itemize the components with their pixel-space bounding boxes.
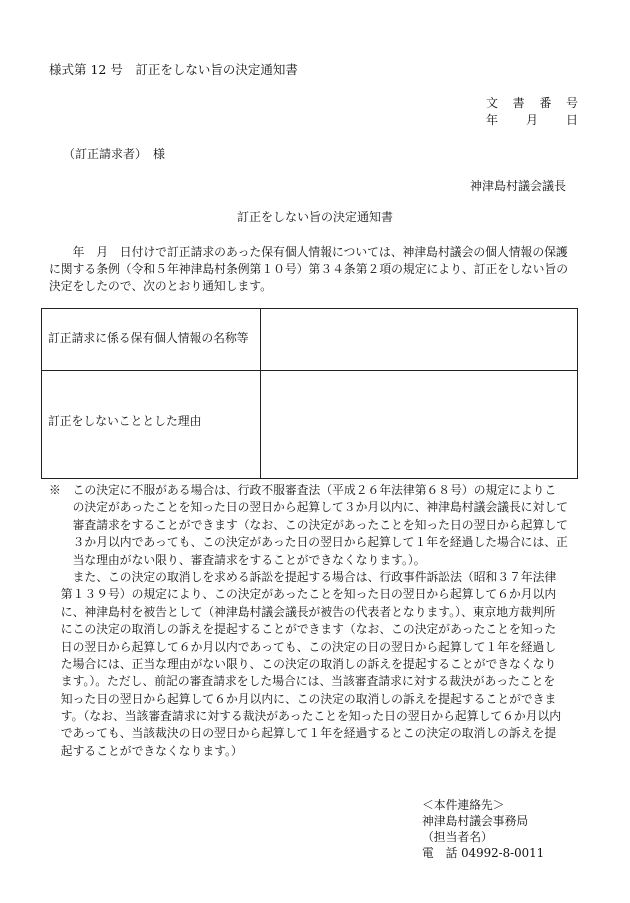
- table-label-reason: 訂正をしないこととした理由: [48, 414, 202, 428]
- notes-line: 知った日の翌日から起算して６か月以内に、この決定の取消しの訴えを提起することができま: [49, 691, 557, 706]
- contact-office: 神津島村議会事務局: [422, 814, 529, 828]
- date-month: 月: [525, 113, 538, 127]
- table-column-divider: [260, 309, 261, 478]
- appeal-notes: [49, 482, 589, 760]
- date-year: 年: [486, 113, 499, 127]
- contact-heading: ＜本件連絡先＞: [422, 798, 505, 812]
- notes-line: また、この決定の取消しを求める訴訟を提起する場合は、行政事件訴訟法（昭和３７年法律: [49, 569, 557, 584]
- doc-number-char: 文: [486, 96, 499, 110]
- contact-phone: 電 話 04992-8-0011: [422, 846, 545, 860]
- info-table: [41, 308, 578, 479]
- notes-line: ※ この決定に不服がある場合は、行政不服審査法（平成２６年法律第６８号）の規定によりこ: [49, 483, 557, 497]
- doc-number-char: 号: [565, 96, 578, 110]
- notes-line: 当な理由がない限り、審査請求をすることができなくなります。）。: [49, 552, 426, 567]
- document-number-date-block: [486, 97, 578, 131]
- notes-line: ３か月以内であっても、この決定があった日の翌日から起算して１年を経過した場合には、正: [49, 535, 568, 550]
- date-day: 日: [565, 113, 578, 127]
- form-number: 様式第 12 号 訂正をしない旨の決定通知書: [49, 62, 298, 77]
- contact-person: （担当者名）: [422, 830, 493, 844]
- notes-line: にこの決定の取消しの訴えを提起することができます（なお、この決定があったことを知った: [49, 622, 557, 637]
- notes-line: 審査請求をすることができます（なお、この決定があったことを知った日の翌日から起算して: [49, 517, 568, 532]
- notes-line: の決定があったことを知った日の翌日から起算して３か月以内に、神津島村議会議長に対して: [49, 500, 568, 515]
- body-line: 年 月 日付けで訂正請求のあった保有個人情報については、神津島村議会の個人情報の保護: [49, 245, 568, 259]
- doc-number-char: 書: [512, 96, 525, 110]
- doc-number-char: 番: [539, 96, 552, 110]
- contact-block: [422, 797, 544, 861]
- notice-title: 訂正をしない旨の決定通知書: [236, 210, 393, 224]
- table-label-info-name: 訂正請求に係る保有個人情報の名称等: [48, 331, 249, 345]
- notes-line: た場合には、正当な理由がない限り、この決定の取消しの訴えを提起することができなくなり: [49, 656, 557, 671]
- issuer-name: 神津島村議会議長: [470, 179, 567, 193]
- notice-body: [49, 244, 585, 294]
- notes-line: ます。）。ただし、前記の審査請求をした場合には、当該審査請求に対する裁決があったことを: [49, 674, 556, 689]
- notes-line: であっても、当該裁決の日の翌日から起算して１年を経過するとこの決定の取消しの訴えを提: [49, 726, 557, 741]
- body-line: に関する条例（令和５年神津島村条例第１０号）第３４条第２項の規定により、訂正をしない旨の: [49, 261, 569, 276]
- date-label: [486, 114, 578, 131]
- notes-line: 第１３９号）の規定により、この決定があったことを知った日の翌日から起算して６か月以内: [49, 587, 557, 602]
- document-number-label: [486, 97, 578, 114]
- table-row-divider: [42, 370, 577, 371]
- requester-line: （訂正請求者） 様: [63, 147, 166, 161]
- body-line: 決定をしたので、次のとおり通知します。: [49, 278, 272, 293]
- notes-line: 起することができなくなります。）: [49, 743, 243, 758]
- notes-line: す。（なお、当該審査請求に対する裁決があったことを知った日の翌日から起算して６か月以内: [49, 709, 562, 724]
- notes-line: に、神津島村を被告として（神津島村議会議長が被告の代表者となります。）、東京地方裁判所: [49, 604, 556, 619]
- notes-line: 日の翌日から起算して６か月以内であっても、この決定の日の翌日から起算して１年を経過し: [49, 639, 557, 654]
